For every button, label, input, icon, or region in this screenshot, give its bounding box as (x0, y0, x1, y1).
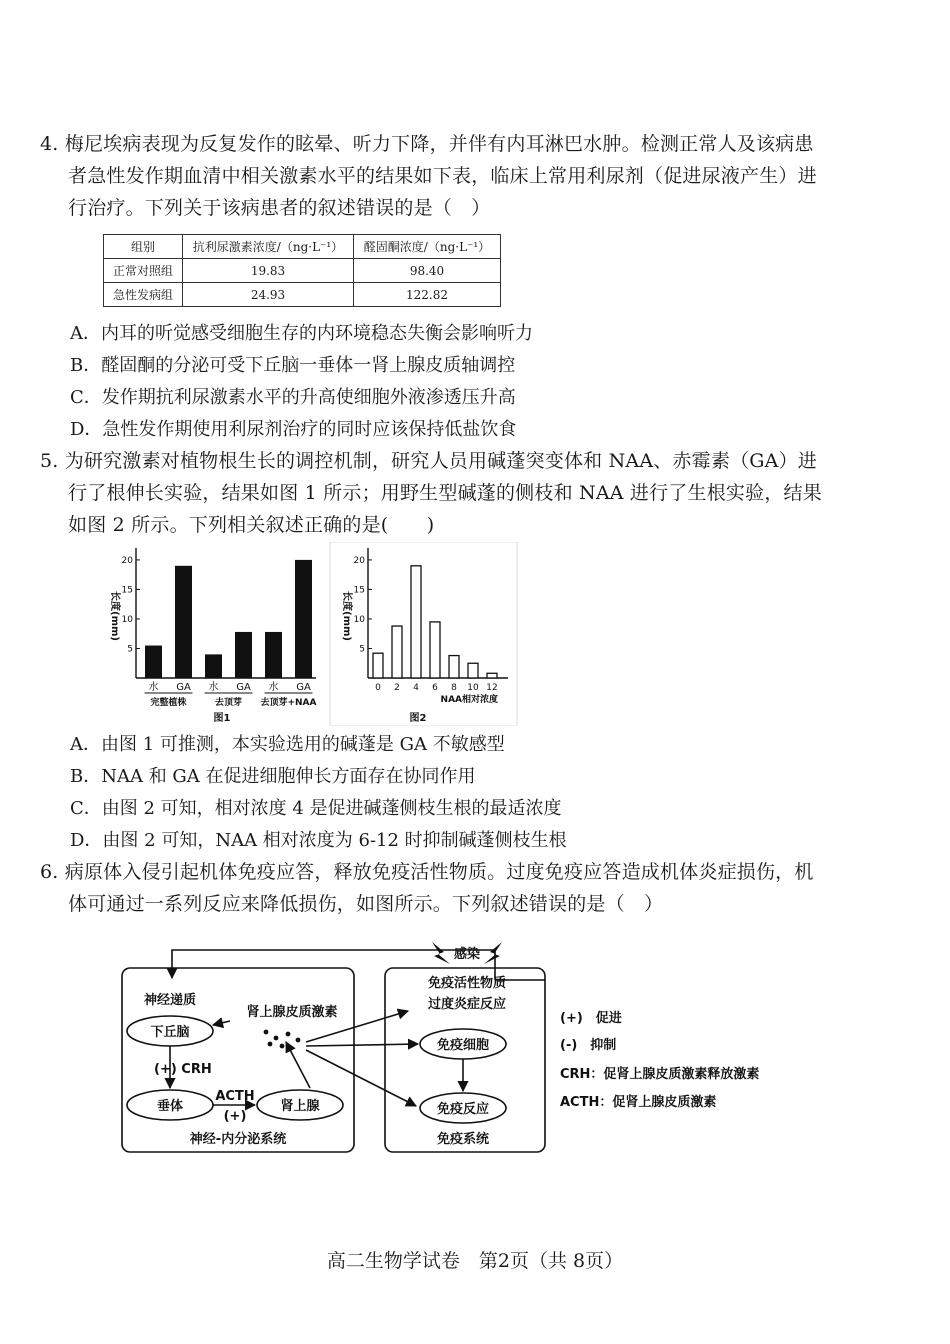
q6-stem-line2: 体可通过一系列反应来降低损伤，如图所示。下列叙述错误的是（ ） (68, 893, 664, 915)
table-header-row (104, 235, 501, 259)
table-cell: 急性发病组 (104, 283, 183, 307)
bar (430, 622, 440, 678)
hypothalamus-label: 下丘脑 (150, 1025, 190, 1040)
legend-acth: ACTH：促肾上腺皮质激素 (560, 1095, 717, 1110)
legend-inhibit: (-) 抑制 (560, 1038, 617, 1053)
table-row (104, 283, 501, 307)
y-tick-label: 20 (121, 555, 133, 566)
q5-option-a: A．由图 1 可推测，本实验选用的碱蓬是 GA 不敏感型 (70, 734, 505, 755)
neurotransmitter-arrow (213, 1021, 230, 1025)
pituitary-label: 垂体 (156, 1099, 184, 1114)
bar (295, 560, 312, 678)
hormone-dots (264, 1030, 301, 1049)
adrenal-label: 肾上腺 (280, 1099, 320, 1114)
y-tick-label: 10 (121, 614, 133, 625)
q4-stem-line1: 4. 梅尼埃病表现为反复发作的眩晕、听力下降，并伴有内耳淋巴水肿。检测正常人及该病患 (40, 133, 814, 155)
bar (392, 626, 402, 678)
q5-option-d: D．由图 2 可知，NAA 相对浓度为 6-12 时抑制碱蓬侧枝生根 (70, 830, 567, 851)
y-axis-label: 长度(mm) (109, 591, 120, 641)
x-tick-label: 2 (394, 683, 400, 693)
x-tick-label: 0 (375, 683, 381, 693)
bar (373, 653, 383, 678)
legend-promote: (+) 促进 (560, 1011, 622, 1026)
q5-option-c: C．由图 2 可知，相对浓度 4 是促进碱蓬侧枝生根的最适浓度 (70, 798, 562, 819)
table-header: 抗利尿激素浓度/（ng·L⁻¹） (183, 235, 354, 259)
x-tick-label: 4 (413, 683, 419, 693)
bar (411, 566, 421, 678)
q6-stem-line1: 6. 病原体入侵引起机体免疫应答，释放免疫活性物质。过度免疫应答造成机体炎症损伤，机 (40, 861, 814, 883)
page-footer: 高二生物学试卷 第2页（共 8页） (326, 1250, 624, 1272)
q4-option-b: B．醛固酮的分泌可受下丘脑一垂体一肾上腺皮质轴调控 (70, 355, 516, 376)
bar (205, 654, 222, 678)
bar (175, 566, 192, 678)
legend-crh: CRH：促肾上腺皮质激素释放激素 (560, 1067, 760, 1082)
bar (468, 663, 478, 678)
x-tick-label: GA (296, 682, 311, 693)
x-tick-label: 水 (208, 682, 219, 693)
table-row (104, 259, 501, 283)
bar (235, 632, 252, 678)
lightning-icon (432, 942, 450, 964)
infection-label: 感染 (453, 947, 481, 962)
charts-figure (100, 542, 520, 726)
table-cell: 正常对照组 (104, 259, 183, 283)
bar (449, 656, 459, 678)
chart-title: 图1 (213, 713, 231, 724)
x-tick-label: 8 (451, 683, 457, 693)
immune-system-label: 免疫系统 (436, 1132, 490, 1147)
hormone-table (103, 234, 501, 307)
q4-option-c: C．发作期抗利尿激素水平的升高使细胞外液渗透压升高 (70, 387, 516, 408)
bar (487, 673, 497, 678)
group-label: 完整植株 (150, 698, 187, 708)
immune-response-label: 免疫反应 (436, 1102, 490, 1117)
immune-regulation-diagram (110, 928, 790, 1163)
x-tick-label: 水 (268, 682, 279, 693)
acth-label: ACTH (215, 1089, 255, 1104)
hormone-to-cell-arrow (306, 1044, 418, 1046)
q4-option-d: D．急性发作期使用利尿剂治疗的同时应该保持低盐饮食 (70, 419, 517, 440)
table-cell: 24.93 (183, 283, 354, 307)
neuro-endocrine-label: 神经-内分泌系统 (189, 1132, 287, 1147)
immune-system-box (385, 968, 545, 1152)
hormone-to-response-arrow (306, 1050, 416, 1106)
x-tick-label: 12 (486, 683, 498, 693)
x-tick-label: 10 (467, 683, 479, 693)
immune-cell-label: 免疫细胞 (436, 1038, 490, 1053)
q5-option-b: B．NAA 和 GA 在促进细胞伸长方面存在协同作用 (70, 766, 476, 787)
q4-option-a: A．内耳的听觉感受细胞生存的内环境稳态失衡会影响听力 (70, 323, 533, 344)
neurotransmitter-label: 神经递质 (143, 993, 197, 1008)
bar (265, 632, 282, 678)
y-tick-label: 10 (353, 614, 365, 625)
crh-label: (+) CRH (154, 1062, 212, 1077)
q5-stem-line2: 行了根伸长实验，结果如图 1 所示；用野生型碱蓬的侧枝和 NAA 进行了生根实验，结果 (68, 482, 822, 504)
table-header: 醛固酮浓度/（ng·L⁻¹） (354, 235, 501, 259)
lightning-icon (484, 942, 502, 964)
q4-stem-line3: 行治疗。下列关于该病患者的叙述错误的是（ ） (68, 197, 491, 219)
y-axis-label: 长度(mm) (341, 591, 352, 641)
y-tick-label: 15 (121, 585, 133, 596)
chart-title: 图2 (409, 713, 427, 724)
table-cell: 19.83 (183, 259, 354, 283)
table-header: 组别 (104, 235, 183, 259)
q5-stem-line1: 5. 为研究激素对植物根生长的调控机制，研究人员用碱蓬突变体和 NAA、赤霉素（GA）进 (40, 450, 817, 472)
y-tick-label: 5 (359, 644, 365, 655)
q5-stem-line3: 如图 2 所示。下列相关叙述正确的是( ) (68, 514, 435, 536)
adrenal-to-hormone-arrow (286, 1042, 310, 1088)
acth-plus-label: (+) (223, 1109, 247, 1124)
table-cell: 122.82 (354, 283, 501, 307)
y-tick-label: 5 (127, 644, 133, 655)
x-tick-label: GA (176, 682, 191, 693)
x-axis-label: NAA相对浓度 (440, 695, 498, 705)
y-tick-label: 15 (353, 585, 365, 596)
cortisol-label: 肾上腺皮质激素 (246, 1005, 338, 1020)
inflammation-label: 过度炎症反应 (427, 997, 507, 1012)
group-label: 去顶芽+NAA (260, 698, 317, 708)
immune-active-label: 免疫活性物质 (427, 976, 507, 991)
q4-stem-line2: 者急性发作期血清中相关激素水平的结果如下表，临床上常用利尿剂（促进尿液产生）进 (68, 165, 817, 187)
x-tick-label: 6 (432, 683, 438, 693)
x-tick-label: GA (236, 682, 251, 693)
group-label: 去顶芽 (214, 698, 243, 708)
y-tick-label: 20 (353, 555, 365, 566)
bar (145, 646, 162, 678)
table-cell: 98.40 (354, 259, 501, 283)
x-tick-label: 水 (148, 682, 159, 693)
